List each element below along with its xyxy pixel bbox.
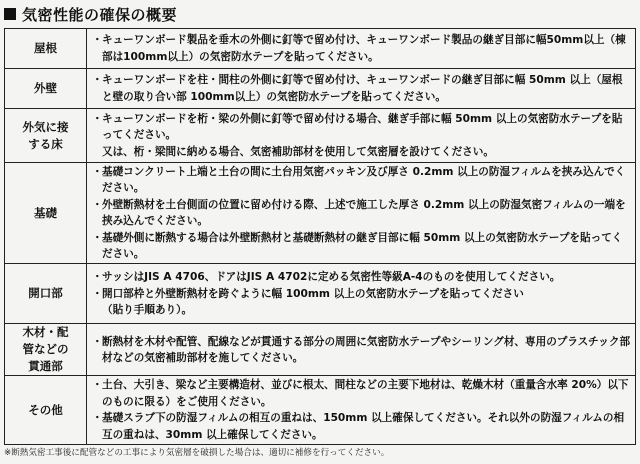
bullet-item	[92, 410, 631, 443]
row-category	[5, 109, 87, 163]
table-row	[5, 376, 636, 445]
bullet-item	[92, 334, 631, 367]
bullet-dot: ・	[92, 271, 103, 284]
row-category-label: 屋根	[34, 41, 57, 55]
bullet-text: 断熱材を木材や配管、配線などが貫通する部分の周囲に気密防水テープやシーリング材、専用のプラスチック部材などの気密補助部材を施してください。	[102, 335, 631, 364]
row-content	[87, 264, 636, 324]
bullet-text: 基礎外側に断熱する場合は外壁断熱材と基礎断熱材の継ぎ目部に幅 50mm 以上の気密防水テープを貼ってください。	[102, 231, 623, 261]
row-content	[87, 29, 636, 69]
bullet-item	[92, 111, 631, 144]
bullet-dot: ・	[92, 335, 103, 348]
airtightness-table	[4, 28, 636, 445]
table-row	[5, 29, 636, 69]
square-bullet-icon	[4, 8, 16, 20]
row-content	[87, 163, 636, 264]
row-category	[5, 324, 87, 376]
row-content	[87, 69, 636, 109]
table-row	[5, 264, 636, 324]
row-category-label: 木材・配管などの貫通部	[22, 325, 69, 374]
bullet-dot: ・	[92, 198, 103, 211]
bullet-dot: ・	[92, 34, 103, 47]
bullet-dot: ・	[92, 231, 103, 244]
footnote: ※断熱気密工事後に配管などの工事により気密層を破損した場合は、適切に補修を行ってください。	[4, 448, 390, 458]
bullet-text: キューワンボードを桁・梁の外側に釘等で留め付ける場合、継ぎ手部に幅 50mm 以上の気密防水テープを貼ってください。	[102, 112, 623, 142]
row-category	[5, 163, 87, 264]
bullet-item	[92, 32, 631, 65]
bullet-item	[92, 197, 631, 230]
bullet-item	[92, 269, 631, 285]
bullet-text: キューワンボードを柱・間柱の外側に釘等で留め付け、キューワンボードの継ぎ目部に幅 50mm 以上（屋根と壁の取り合い部 100mm以上）の気密防水テープを貼ってください。	[102, 74, 623, 103]
bullet-text: 基礎コンクリート上端と土台の間に土台用気密パッキン及び厚さ 0.2mm 以上の防湿フィルムを挟み込んでください。	[102, 166, 626, 195]
row-category	[5, 69, 87, 109]
bullet-dot: ・	[92, 379, 103, 392]
bullet-item	[92, 377, 631, 410]
bullet-text: サッシはJIS A 4706、ドアはJIS A 4702に定める気密性等級A-4のものを使用してください。	[102, 271, 561, 284]
row-content	[87, 376, 636, 445]
row-category	[5, 376, 87, 445]
section-heading	[4, 3, 177, 25]
bullet-item	[92, 230, 631, 263]
table-row	[5, 324, 636, 376]
table-row	[5, 69, 636, 109]
bullet-dot: ・	[92, 112, 103, 125]
section-title: 気密性能の確保の概要	[22, 5, 178, 24]
bullet-text: 開口部枠と外壁断熱材を跨ぐように幅 100mm 以上の気密防水テープを貼ってください	[102, 287, 524, 300]
bullet-text: キューワンボード製品を垂木の外側に釘等で留め付け、キューワンボード製品の継ぎ目部に幅50mm以上（棟部は100mm以上）の気密防水テープを貼ってください。	[102, 34, 626, 63]
row-category-label: その他	[28, 402, 63, 417]
row-category-label: 開口部	[28, 286, 63, 301]
row-content	[87, 109, 636, 163]
bullet-dot: ・	[92, 287, 103, 300]
table-row	[5, 163, 636, 264]
bullet-item	[92, 72, 631, 105]
bullet-text: 基礎スラブ下の防湿フィルムの相互の重ねは、150mm 以上確保してください。それ以外の防湿フィルムの相互の重ねは、30mm 以上確保してください。	[102, 412, 625, 441]
continuation-text: （貼り手順あり）。	[102, 304, 193, 317]
row-category	[5, 29, 87, 69]
continuation-text: 又は、桁・梁間に納める場合、気密補助部材を使用して気密層を設けてください。	[102, 145, 494, 158]
bullet-text: 土台、大引き、梁など主要構造材、並びに根太、間柱などの主要下地材は、乾燥木材（重量含水率 20%）以下のものに限る）をご使用ください。	[102, 379, 629, 408]
bullet-dot: ・	[92, 166, 103, 178]
bullet-dot: ・	[92, 412, 103, 425]
row-category	[5, 264, 87, 324]
table-row	[5, 109, 636, 163]
row-content	[87, 324, 636, 376]
bullet-item	[92, 286, 631, 302]
bullet-dot: ・	[92, 74, 103, 87]
bullet-text: 外壁断熱材を土台側面の位置に留め付ける際、上述で施工した厚さ 0.2mm 以上の防湿気密フィルムの一端を挟み込んでください。	[102, 198, 626, 228]
row-category-label: 基礎	[34, 205, 57, 220]
row-category-label: 外気に接する床	[22, 119, 69, 151]
row-category-label: 外壁	[34, 81, 57, 95]
bullet-item	[92, 164, 631, 197]
